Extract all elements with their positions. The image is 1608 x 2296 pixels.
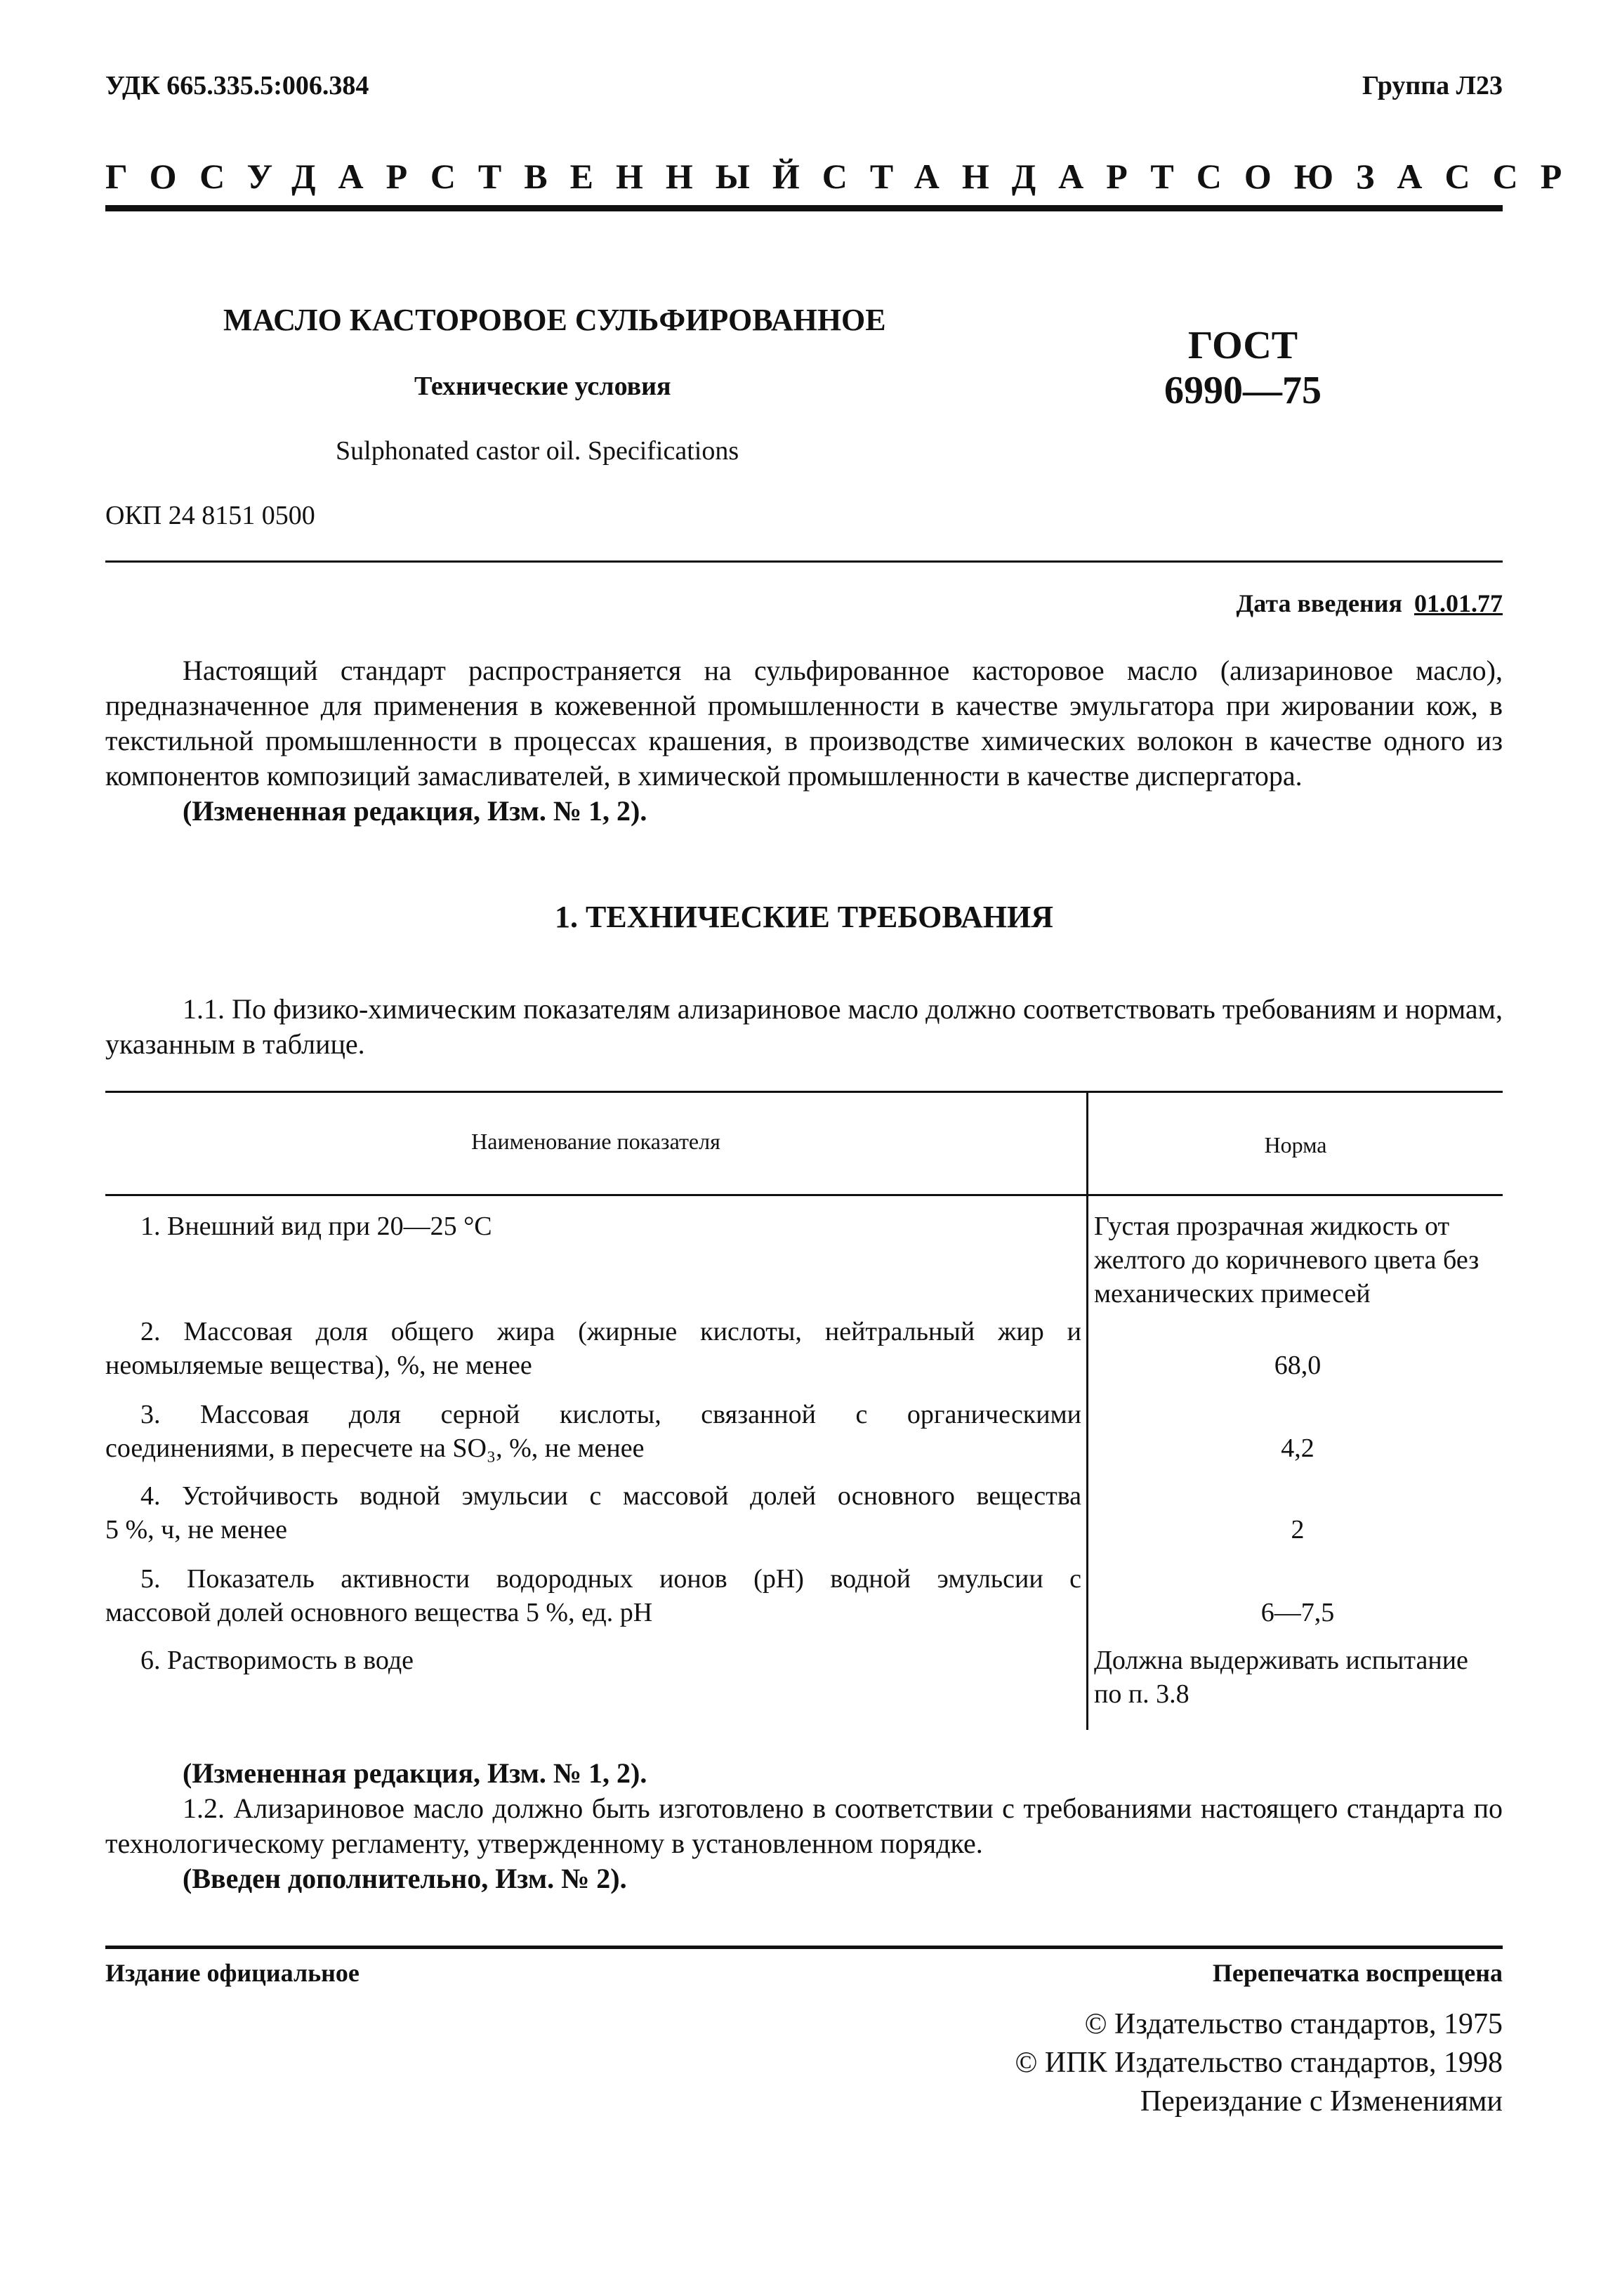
official-edition: Издание официальное <box>105 1959 360 1987</box>
table-row-norm: 6—7,5 <box>1260 1598 1335 1627</box>
banner-word: ГОСУДАРСТВЕННЫЙ <box>105 157 822 196</box>
clause-1-2-note: (Введен дополнительно, Изм. № 2). <box>183 1863 627 1894</box>
table-row-name <box>105 1479 1081 1547</box>
english-title: Sulphonated castor oil. Specifications <box>336 436 739 466</box>
effective-date <box>1237 589 1503 618</box>
table-row-norm: 4,2 <box>1281 1434 1314 1463</box>
table-column-divider <box>1086 1091 1088 1730</box>
doc-subtitle: Технические условия <box>414 372 671 401</box>
row-name-line: 2. Массовая доля общего жира (жирные кислоты, нейтральный жир и <box>140 1317 1081 1346</box>
row-name-line: 5 %, ч, не менее <box>105 1515 287 1544</box>
intro-change-note: (Измененная редакция, Изм. № 1, 2). <box>183 795 647 827</box>
row-name-line: массовой долей основного вещества 5 %, ед. pH <box>105 1598 653 1627</box>
table-row-name <box>105 1398 1081 1465</box>
clause-1-1-text: 1.1. По физико-химическим показателям ализариновое масло должно соответствовать требованиям и нормам, указанным в таблице. <box>105 993 1503 1060</box>
banner-word: ССР <box>1444 157 1585 196</box>
row-name-line: 3. Массовая доля серной кислоты, связанной с органическими <box>140 1400 1081 1429</box>
table-header-rule <box>105 1194 1503 1196</box>
group-code: Группа Л23 <box>1362 71 1503 100</box>
table-row-norm: 68,0 <box>1274 1351 1322 1380</box>
copyright-block <box>1015 2005 1503 2121</box>
gost-number: 6990—75 <box>1164 369 1322 413</box>
table-row-name <box>105 1315 1081 1382</box>
row-name-line: соединениями, в пересчете на SO₃, %, не менее <box>105 1434 645 1463</box>
okp-code: ОКП 24 8151 0500 <box>105 501 315 530</box>
section-heading: 1. ТЕХНИЧЕСКИЕ ТРЕБОВАНИЯ <box>555 900 1053 934</box>
table-header-norm: Норма <box>1264 1132 1327 1157</box>
doc-title: МАСЛО КАСТОРОВОЕ СУЛЬФИРОВАННОЕ <box>223 303 886 337</box>
header-rule <box>105 205 1503 211</box>
reprint-prohibited: Перепечатка воспрещена <box>1212 1959 1503 1987</box>
table-row-norm: Должна выдерживать испытание по п. 3.8 <box>1094 1646 1468 1709</box>
footer-rule <box>105 1946 1503 1949</box>
table-change-note: (Измененная редакция, Изм. № 1, 2). <box>183 1757 647 1789</box>
intro-block <box>105 653 1503 829</box>
clause-1-1 <box>105 992 1503 1062</box>
title-rule <box>105 560 1503 563</box>
table-row-name: 1. Внешний вид при 20—25 °С <box>140 1212 492 1241</box>
copyright-line: © Издательство стандартов, 1975 <box>1084 2008 1503 2040</box>
date-value: 01.01.77 <box>1414 589 1503 617</box>
table-row-norm: 2 <box>1291 1515 1305 1544</box>
republication-note: Переиздание с Изменениями <box>1140 2085 1503 2118</box>
gost-block <box>1138 323 1348 414</box>
banner-word: СТАНДАРТ <box>822 157 1197 196</box>
intro-text: Настоящий стандарт распространяется на сульфированное касторовое масло (ализариновое масло), предназначенное для применения в кожевенной промышленности в качестве эмульгатора при жировании кож, в текстильной промышленности в процессах крашения, в производстве химических волокон в качестве одного из компонентов композиций замасливателей, в химической промышленности в качестве диспергатора. <box>105 655 1503 792</box>
banner-word: СОЮЗА <box>1196 157 1445 196</box>
gost-label: ГОСТ <box>1187 324 1298 367</box>
row-name-line: 4. Устойчивость водной эмульсии с массовой долей основного вещества <box>140 1481 1081 1511</box>
table-header-name: Наименование показателя <box>471 1129 720 1154</box>
udk-code: УДК 665.335.5:006.384 <box>105 71 369 100</box>
table-top-rule <box>105 1091 1503 1093</box>
table-row-name <box>105 1562 1081 1629</box>
table-row-name: 6. Растворимость в воде <box>140 1646 414 1675</box>
date-label: Дата введения <box>1236 589 1402 617</box>
standard-banner <box>105 156 1585 197</box>
after-table-block <box>105 1756 1503 1896</box>
table-row-norm: Густая прозрачная жидкость от желтого до коричневого цвета без механических примесей <box>1094 1212 1480 1308</box>
copyright-line: © ИПК Издательство стандартов, 1998 <box>1015 2047 1503 2079</box>
row-name-line: 5. Показатель активности водородных ионов (pH) водной эмульсии с <box>140 1564 1081 1594</box>
clause-1-2-text: 1.2. Ализариновое масло должно быть изготовлено в соответствии с требованиями настоящего стандарта по технологическому регламенту, утвержденному в установленном порядке. <box>105 1792 1503 1859</box>
row-name-line: неомыляемые вещества), %, не менее <box>105 1351 532 1380</box>
